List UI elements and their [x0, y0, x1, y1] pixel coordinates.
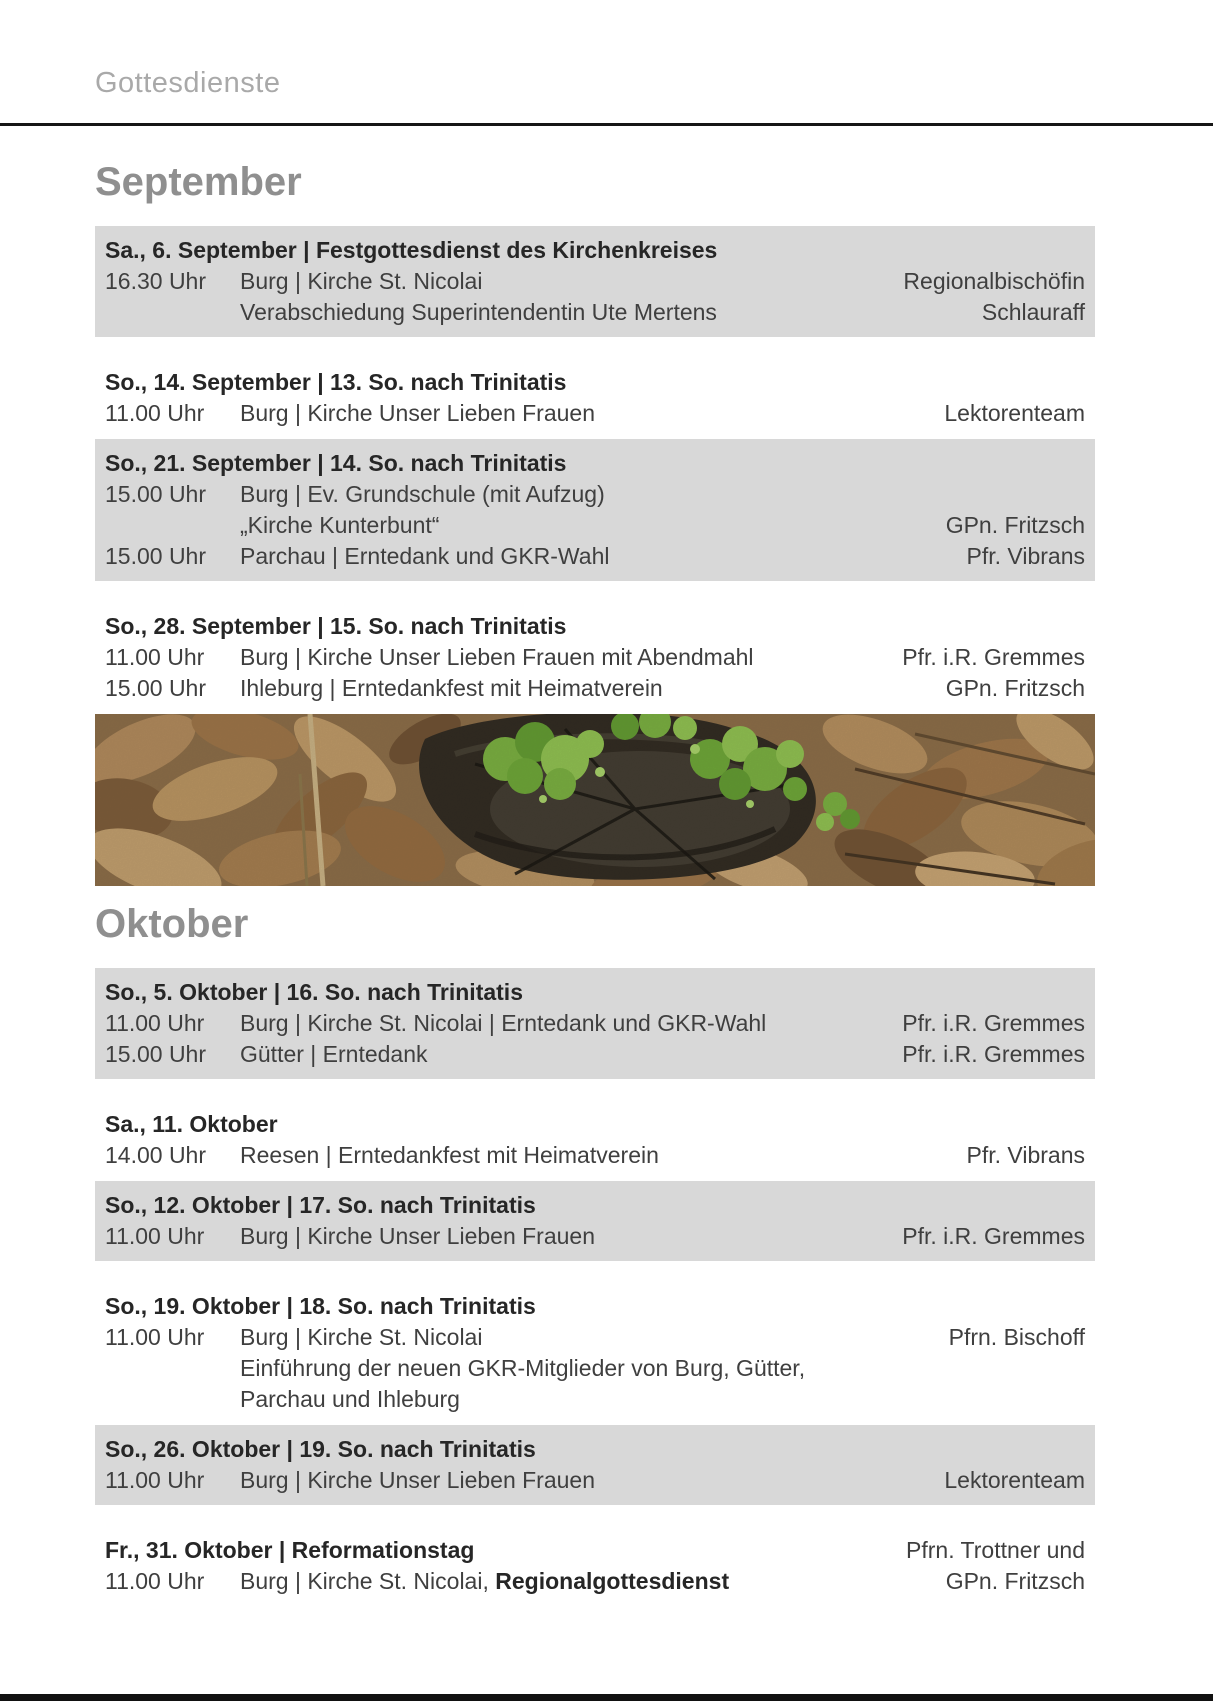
- event-time: 15.00 Uhr: [105, 481, 207, 507]
- event-description-text: Burg | Kirche St. Nicolai,: [240, 1568, 496, 1594]
- event-description: [240, 1008, 890, 1039]
- month-section: [95, 900, 1095, 1597]
- event-row: [105, 1322, 1085, 1353]
- event-description: [240, 266, 891, 297]
- event-header-row: [105, 1109, 1085, 1140]
- event-header-leader: Pfrn. Trottner und: [906, 1537, 1085, 1563]
- event-leader: Lektorenteam: [944, 400, 1085, 426]
- event-block: [95, 968, 1095, 1079]
- event-row: [105, 1221, 1085, 1252]
- event-rows: [105, 266, 1085, 328]
- event-leader: Pfr. i.R. Gremmes: [902, 1223, 1085, 1249]
- event-row: [105, 1566, 1085, 1597]
- event-description: [240, 1465, 932, 1496]
- event-description: [240, 541, 955, 572]
- event-leader: GPn. Fritzsch: [945, 675, 1085, 701]
- event-description-text: Gütter | Erntedank: [240, 1041, 428, 1067]
- event-row: [105, 510, 1085, 541]
- event-description-text: „Kirche Kunterbunt“: [240, 512, 440, 538]
- event-date-header: So., 14. September | 13. So. nach Trinitatis: [105, 369, 567, 395]
- event-description: [240, 297, 970, 328]
- event-row: [105, 1008, 1085, 1039]
- event-description-text: Burg | Kirche Unser Lieben Frauen mit Abendmahl: [240, 644, 754, 670]
- event-row: [105, 297, 1085, 328]
- event-time: 14.00 Uhr: [105, 1142, 207, 1168]
- event-description: [240, 1566, 934, 1597]
- event-header-row: [105, 448, 1085, 479]
- event-description-text: Burg | Kirche St. Nicolai | Erntedank und GKR-Wahl: [240, 1010, 767, 1036]
- month-section-september: [95, 158, 1095, 704]
- forest-floor-illustration: [95, 714, 1095, 886]
- event-description: [240, 1039, 890, 1070]
- event-time: 16.30 Uhr: [105, 268, 207, 294]
- event-row: [105, 1353, 1085, 1384]
- service-schedule: [95, 158, 1095, 1597]
- event-description-text: Burg | Kirche St. Nicolai: [240, 268, 483, 294]
- event-date-header: So., 26. Oktober | 19. So. nach Trinitatis: [105, 1436, 536, 1462]
- event-description: [240, 479, 1073, 510]
- event-leader: Pfr. Vibrans: [966, 543, 1085, 569]
- event-time: [105, 510, 240, 541]
- event-date-header: So., 5. Oktober | 16. So. nach Trinitatis: [105, 979, 523, 1005]
- event-description: [240, 1353, 1073, 1384]
- event-time: 11.00 Uhr: [105, 1010, 205, 1036]
- event-time: 11.00 Uhr: [105, 644, 205, 670]
- event-time: 15.00 Uhr: [105, 543, 207, 569]
- event-date-header: Sa., 11. Oktober: [105, 1111, 278, 1137]
- event-description-text: Parchau und Ihleburg: [240, 1386, 460, 1412]
- event-description: [240, 642, 890, 673]
- event-block: [95, 1181, 1095, 1261]
- event-rows: [105, 1140, 1085, 1171]
- event-description: [240, 1384, 1073, 1415]
- event-rows: [105, 1566, 1085, 1597]
- event-description-text: Einführung der neuen GKR-Mitglieder von Burg, Gütter,: [240, 1355, 806, 1381]
- event-time: 11.00 Uhr: [105, 400, 205, 426]
- event-time: 11.00 Uhr: [105, 1223, 205, 1249]
- event-time: 11.00 Uhr: [105, 1568, 205, 1594]
- event-row: [105, 1465, 1085, 1496]
- event-description-text: Reesen | Erntedankfest mit Heimatverein: [240, 1142, 659, 1168]
- event-description-text: Ihleburg | Erntedankfest mit Heimatverein: [240, 675, 663, 701]
- event-leader: Regionalbischöfin: [903, 268, 1085, 294]
- event-time: [105, 297, 240, 328]
- event-date-header: So., 28. September | 15. So. nach Trinitatis: [105, 613, 567, 639]
- event-row: [105, 1039, 1085, 1070]
- event-header-row: [105, 977, 1085, 1008]
- forest-floor-photo: [95, 714, 1095, 886]
- event-leader: Pfr. i.R. Gremmes: [902, 1010, 1085, 1036]
- page-title: Gottesdienste: [95, 67, 281, 99]
- month-title: Oktober: [95, 902, 249, 946]
- page-header-area: [0, 0, 1213, 126]
- event-description: [240, 673, 934, 704]
- event-description-text: Burg | Kirche Unser Lieben Frauen: [240, 1223, 595, 1249]
- event-leader: Pfr. i.R. Gremmes: [902, 644, 1085, 670]
- event-row: [105, 1140, 1085, 1171]
- event-rows: [105, 1465, 1085, 1496]
- event-block: [95, 1535, 1095, 1597]
- event-blocks: [95, 226, 1095, 704]
- event-description-text: Burg | Kirche St. Nicolai: [240, 1324, 483, 1350]
- event-row: [105, 479, 1085, 510]
- event-date-header: Fr., 31. Oktober | Reformationstag: [105, 1537, 475, 1563]
- event-description: [240, 1140, 955, 1171]
- event-time: [105, 1353, 240, 1384]
- event-time: 15.00 Uhr: [105, 675, 207, 701]
- event-header-row: [105, 1535, 1085, 1566]
- event-header-row: [105, 235, 1085, 266]
- event-description: [240, 1322, 937, 1353]
- event-header-row: [105, 1291, 1085, 1322]
- event-time: [105, 1384, 240, 1415]
- event-leader: Schlauraff: [981, 299, 1085, 325]
- event-description-text: Verabschiedung Superintendentin Ute Mertens: [240, 299, 717, 325]
- event-rows: [105, 1322, 1085, 1415]
- event-block: [95, 1109, 1095, 1171]
- event-rows: [105, 398, 1085, 429]
- event-description: [240, 1221, 890, 1252]
- event-date-header: So., 19. Oktober | 18. So. nach Trinitatis: [105, 1293, 536, 1319]
- event-block: [95, 439, 1095, 581]
- event-block: [95, 611, 1095, 704]
- event-leader: GPn. Fritzsch: [945, 512, 1085, 538]
- event-leader: Pfr. i.R. Gremmes: [902, 1041, 1085, 1067]
- event-row: [105, 541, 1085, 572]
- event-description: [240, 510, 934, 541]
- event-rows: [105, 1008, 1085, 1070]
- event-rows: [105, 1221, 1085, 1252]
- month-section: [95, 158, 1095, 704]
- event-description-text: Burg | Kirche Unser Lieben Frauen: [240, 400, 595, 426]
- event-leader: Lektorenteam: [944, 1467, 1085, 1493]
- month-title: September: [95, 160, 302, 204]
- event-header-row: [105, 1434, 1085, 1465]
- event-time: 11.00 Uhr: [105, 1324, 205, 1350]
- event-header-row: [105, 611, 1085, 642]
- event-header-row: [105, 367, 1085, 398]
- event-leader: GPn. Fritzsch: [945, 1568, 1085, 1594]
- event-description: [240, 398, 932, 429]
- event-row: [105, 673, 1085, 704]
- event-row: [105, 1384, 1085, 1415]
- event-row: [105, 398, 1085, 429]
- event-rows: [105, 479, 1085, 572]
- event-description-text: Burg | Ev. Grundschule (mit Aufzug): [240, 481, 605, 507]
- event-leader: Pfrn. Bischoff: [948, 1324, 1085, 1350]
- page-bottom-rule: [0, 1694, 1213, 1701]
- event-block: [95, 1291, 1095, 1415]
- event-time: 11.00 Uhr: [105, 1467, 205, 1493]
- event-description-bold: Regionalgottesdienst: [495, 1568, 730, 1594]
- event-rows: [105, 642, 1085, 704]
- event-block: [95, 226, 1095, 337]
- event-description-text: Burg | Kirche Unser Lieben Frauen: [240, 1467, 595, 1493]
- month-section-oktober: [95, 900, 1095, 1597]
- header-divider: [0, 123, 1213, 126]
- event-header-row: [105, 1190, 1085, 1221]
- event-date-header: So., 21. September | 14. So. nach Trinitatis: [105, 450, 567, 476]
- event-row: [105, 642, 1085, 673]
- event-time: 15.00 Uhr: [105, 1041, 207, 1067]
- event-block: [95, 367, 1095, 429]
- event-date-header: Sa., 6. September | Festgottesdienst des Kirchenkreises: [105, 237, 718, 263]
- event-leader: Pfr. Vibrans: [966, 1142, 1085, 1168]
- event-date-header: So., 12. Oktober | 17. So. nach Trinitatis: [105, 1192, 536, 1218]
- event-row: [105, 266, 1085, 297]
- event-blocks: [95, 968, 1095, 1597]
- event-description-text: Parchau | Erntedank und GKR-Wahl: [240, 543, 610, 569]
- event-block: [95, 1425, 1095, 1505]
